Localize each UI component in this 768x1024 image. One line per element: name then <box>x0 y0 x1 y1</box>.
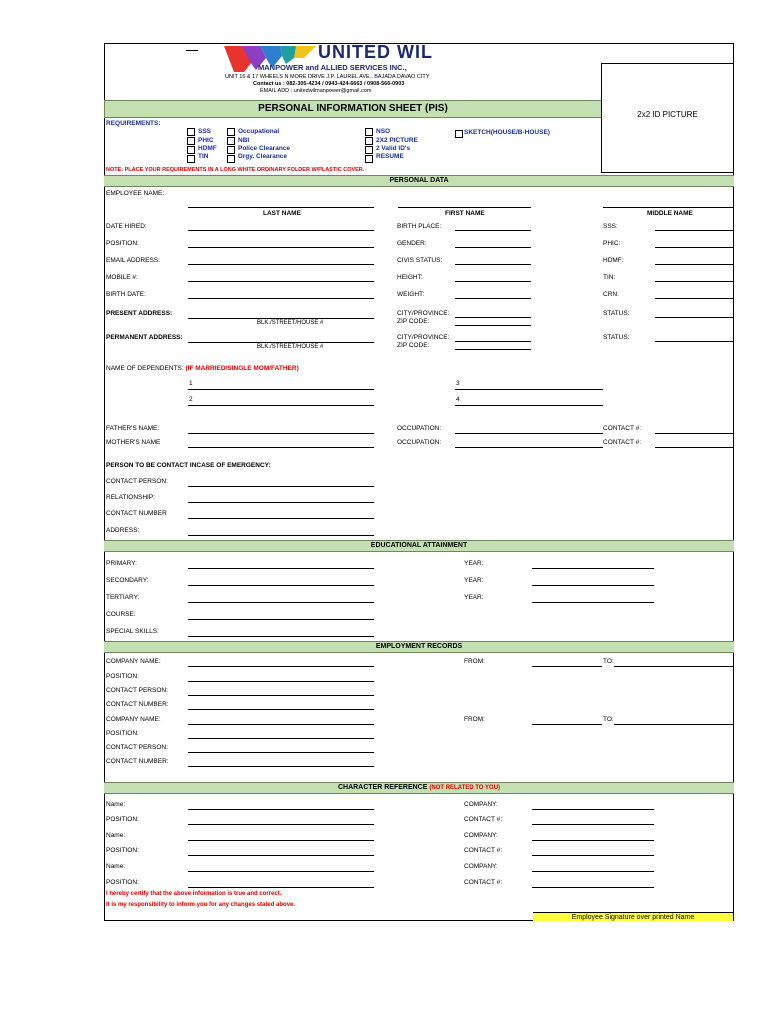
emp1-contact-person-field[interactable] <box>188 695 374 696</box>
ref3-position-label: POSITION: <box>106 879 139 886</box>
emp2-position-label: POSITION: <box>106 730 139 737</box>
dependent-4-field[interactable] <box>455 405 603 406</box>
primary-year-label: YEAR: <box>464 560 484 567</box>
crn-label: CRN: <box>603 291 619 298</box>
ref1-company-field[interactable] <box>532 809 654 810</box>
emp2-contact-number-field[interactable] <box>188 766 374 767</box>
sss-field[interactable] <box>655 230 734 231</box>
crn-field[interactable] <box>655 298 734 299</box>
emp2-contact-person-field[interactable] <box>188 752 374 753</box>
present-city-field[interactable] <box>455 317 531 318</box>
special-skills-field[interactable] <box>188 636 374 637</box>
last-name-label: LAST NAME <box>263 210 301 217</box>
ref3-company-label: COMPANY: <box>464 863 498 870</box>
mobile-label: MOBILE #: <box>106 274 138 281</box>
course-field[interactable] <box>188 619 374 620</box>
ref2-position-label: POSITION: <box>106 847 139 854</box>
emp1-position-field[interactable] <box>188 681 374 682</box>
birth-place-field[interactable] <box>455 230 531 231</box>
dependent-num-3: 3 <box>456 380 460 387</box>
dependent-num-2: 2 <box>189 396 193 403</box>
employee-name-label: EMPLOYEE NAME: <box>106 190 165 197</box>
emp2-to-label: TO: <box>603 716 614 723</box>
ref3-position-field[interactable] <box>188 887 374 888</box>
emp1-company-label: COMPANY NAME: <box>106 658 161 665</box>
middle-name-field[interactable] <box>603 207 734 208</box>
req-nso: NSO <box>376 128 391 135</box>
requirements-label: REQUIREMENTS: <box>106 120 161 127</box>
emp1-to-label: TO: <box>603 658 614 665</box>
position-field[interactable] <box>188 247 374 248</box>
character-reference-title: CHARACTER REFERENCE <box>337 784 428 791</box>
emp2-company-label: COMPANY NAME: <box>106 716 161 723</box>
req-nbi: NBI <box>238 137 250 144</box>
secondary-field[interactable] <box>188 585 374 586</box>
emp2-from-label: FROM: <box>464 716 485 723</box>
father-occupation-field[interactable] <box>455 433 603 434</box>
birth-date-label: BIRTH DATE: <box>106 291 146 298</box>
mother-occupation-field[interactable] <box>455 447 603 448</box>
course-label: COURSE: <box>106 611 136 618</box>
primary-year-field[interactable] <box>532 568 654 569</box>
tertiary-year-label: YEAR: <box>464 594 484 601</box>
req-sss: SSS <box>198 128 212 135</box>
email-label: EMAIL ADDRESS: <box>106 257 160 264</box>
emp1-position-label: POSITION: <box>106 673 139 680</box>
emp2-company-field[interactable] <box>188 724 374 725</box>
company-name: UNITED WIL <box>318 42 433 62</box>
permanent-zip-field[interactable] <box>455 349 531 350</box>
emp1-contact-number-field[interactable] <box>188 709 374 710</box>
tertiary-year-field[interactable] <box>532 602 654 603</box>
emergency-contact-person-field[interactable] <box>188 486 374 487</box>
ref2-company-label: COMPANY: <box>464 832 498 839</box>
emp1-from-field[interactable] <box>532 666 602 667</box>
mothers-name-label: MOTHER'S NAME <box>106 439 161 446</box>
tin-field[interactable] <box>655 281 734 282</box>
sss-label: SSS: <box>603 223 618 230</box>
ref2-name-label: Name: <box>106 832 126 839</box>
checkbox-2x2[interactable] <box>365 137 373 145</box>
tin-label: TIN: <box>603 274 616 281</box>
emergency-address-label: ADDRESS: <box>106 527 140 534</box>
checkbox-police[interactable] <box>227 146 235 154</box>
birth-place-label: BIRTH PLACE: <box>397 223 442 230</box>
phic-label: PHIC: <box>603 240 621 247</box>
present-zip-label: ZIP CODE: <box>397 318 430 325</box>
emp2-to-field[interactable] <box>614 724 734 725</box>
present-blk-label: BLK./STREET/HOUSE # <box>257 320 324 326</box>
dependent-num-1: 1 <box>189 380 193 387</box>
last-name-field[interactable] <box>188 207 374 208</box>
position-label: POSITION: <box>106 240 139 247</box>
present-address-label: PRESENT ADDRESS: <box>106 310 173 317</box>
emergency-contact-number-field[interactable] <box>188 518 374 519</box>
ref2-contact-label: CONTACT #: <box>464 847 503 854</box>
secondary-label: SECONDARY: <box>106 577 149 584</box>
emp1-to-field[interactable] <box>614 666 734 667</box>
checkbox-brgy[interactable] <box>227 155 235 163</box>
ref2-name-field[interactable] <box>188 840 374 841</box>
height-field[interactable] <box>455 281 531 282</box>
checkbox-hdmf[interactable] <box>187 146 195 154</box>
emergency-label: PERSON TO BE CONTACT INCASE OF EMERGENCY: <box>106 462 271 469</box>
checkbox-sketch[interactable] <box>455 130 463 138</box>
dependent-num-4: 4 <box>456 396 460 403</box>
ref2-contact-field[interactable] <box>532 855 654 856</box>
present-status-field[interactable] <box>655 317 734 318</box>
hdmf-label: HDMF: <box>603 257 624 264</box>
gender-label: GENDER: <box>397 240 427 247</box>
section-education: EDUCATIONAL ATTAINMENT <box>104 540 734 552</box>
ref1-name-field[interactable] <box>188 809 374 810</box>
relationship-field[interactable] <box>188 502 374 503</box>
date-hired-field[interactable] <box>188 230 374 231</box>
section-personal-data: PERSONAL DATA <box>104 175 734 187</box>
section-employment: EMPLOYMENT RECORDS <box>104 641 734 653</box>
permanent-status-label: STATUS: <box>603 334 630 341</box>
present-city-label: CITY/PROVINCE: <box>397 310 450 317</box>
permanent-status-field[interactable] <box>655 341 734 342</box>
fathers-name-field[interactable] <box>188 433 374 434</box>
ref1-contact-label: CONTACT #: <box>464 816 503 823</box>
hdmf-field[interactable] <box>655 264 734 265</box>
phic-field[interactable] <box>655 247 734 248</box>
ref3-name-label: Name: <box>106 863 126 870</box>
emp1-contact-number-label: CONTACT NUMBER: <box>106 701 169 708</box>
emp2-position-field[interactable] <box>188 738 374 739</box>
requirements-note: NOTE: PLACE YOUR REQUIREMENTS IN A LONG WHITE ORDINARY FOLDER W/PLASTIC COVER. <box>106 167 365 173</box>
company-subtitle: MANPOWER and ALLIED SERVICES INC., <box>258 63 407 72</box>
ref1-position-label: POSITION: <box>106 816 139 823</box>
checkbox-tin[interactable] <box>187 155 195 163</box>
checkbox-resume[interactable] <box>365 155 373 163</box>
checkbox-occupational[interactable] <box>227 128 235 136</box>
mother-occupation-label: OCCUPATION: <box>397 439 442 446</box>
emp1-from-label: FROM: <box>464 658 485 665</box>
emp1-contact-person-label: CONTACT PERSON: <box>106 687 168 694</box>
checkbox-valid-ids[interactable] <box>365 146 373 154</box>
req-tin: TIN <box>198 153 209 160</box>
emp2-from-field[interactable] <box>532 724 602 725</box>
email-field[interactable] <box>188 264 374 265</box>
emp1-company-field[interactable] <box>188 666 374 667</box>
primary-label: PRIMARY: <box>106 560 137 567</box>
company-address: UNIT 16 & 17 WHEELS N MORE DRIVE J.P. LAUREL AVE., BAJADA DAVAO CITY <box>225 74 430 80</box>
middle-name-label: MIDDLE NAME <box>647 210 693 217</box>
emp2-contact-number-label: CONTACT NUMBER: <box>106 758 169 765</box>
ref3-contact-label: CONTACT #: <box>464 879 503 886</box>
ref3-company-field[interactable] <box>532 871 654 872</box>
req-phic: PHIC <box>198 137 214 144</box>
fathers-name-label: FATHER'S NAME: <box>106 425 160 432</box>
primary-field[interactable] <box>188 568 374 569</box>
dependents-label-text: NAME OF DEPENDENTS: <box>106 365 184 372</box>
permanent-city-field[interactable] <box>455 341 531 342</box>
dependent-3-field[interactable] <box>455 389 603 390</box>
certify-line-2: It is my responsibility to inform you for any changes stated above. <box>106 902 296 908</box>
emergency-contact-number-label: CONTACT NUMBER <box>106 510 167 517</box>
header-tick <box>186 50 198 51</box>
company-contact: Contact us : 082-305-4234 / 0943-424-6663 / 0908-566-0903 <box>253 81 405 87</box>
emp2-contact-person-label: CONTACT PERSON: <box>106 744 168 751</box>
father-occupation-label: OCCUPATION: <box>397 425 442 432</box>
emergency-address-field[interactable] <box>188 535 374 536</box>
req-valid-ids: 2 Valid ID's <box>376 145 411 152</box>
company-email: EMAIL ADD : unitedwilmanpower@gmail.com <box>260 88 372 94</box>
ref1-name-label: Name: <box>106 801 126 808</box>
relationship-label: RELATIONSHIP: <box>106 494 156 501</box>
req-occupational: Occupational <box>238 128 280 135</box>
height-label: HEIGHT: <box>397 274 423 281</box>
first-name-field[interactable] <box>398 207 531 208</box>
tertiary-field[interactable] <box>188 602 374 603</box>
section-character-reference <box>104 782 734 794</box>
father-contact-field[interactable] <box>655 433 734 434</box>
req-police: Police Clearance <box>238 145 291 152</box>
permanent-city-label: CITY/PROVINCE: <box>397 334 450 341</box>
birth-date-field[interactable] <box>188 298 374 299</box>
date-hired-label: DATE HIRED: <box>106 223 147 230</box>
emergency-contact-person-label: CONTACT PERSON: <box>106 478 168 485</box>
present-status-label: STATUS: <box>603 310 630 317</box>
weight-label: WEIGHT: <box>397 291 425 298</box>
civil-status-label: CIVIS STATUS: <box>397 257 443 264</box>
mobile-field[interactable] <box>188 281 374 282</box>
req-2x2: 2X2 PICTURE <box>376 137 418 144</box>
tertiary-label: TERTIARY: <box>106 594 140 601</box>
dependents-label <box>106 365 299 373</box>
checkbox-nbi[interactable] <box>227 137 235 145</box>
employee-signature-field[interactable]: Employee Signature over printed Name <box>533 912 733 921</box>
req-brgy: Drgy. Clearance <box>238 153 288 160</box>
ref1-contact-field[interactable] <box>532 824 654 825</box>
certify-line-1: I hereby certify that the above information is true and correct. <box>106 891 282 897</box>
secondary-year-label: YEAR: <box>464 577 484 584</box>
page-title: PERSONAL INFORMATION SHEET (PIS) <box>104 100 602 118</box>
secondary-year-field[interactable] <box>532 585 654 586</box>
gender-field[interactable] <box>455 247 531 248</box>
id-picture-label: 2x2 ID PICTURE <box>637 110 698 119</box>
permanent-blk-label: BLK./STREET/HOUSE # <box>257 344 324 350</box>
character-reference-note: (NOT RELATED TO YOU) <box>429 785 501 791</box>
ref3-contact-field[interactable] <box>532 887 654 888</box>
ref1-company-label: COMPANY: <box>464 801 498 808</box>
checkbox-phic[interactable] <box>187 137 195 145</box>
dependents-note: (IF MARRIED/SINGLE MOM/FATHER) <box>185 365 299 372</box>
weight-field[interactable] <box>455 298 531 299</box>
id-picture-box[interactable] <box>601 63 734 173</box>
req-hdmf: HDMF <box>198 145 217 152</box>
ref2-company-field[interactable] <box>532 840 654 841</box>
ref1-position-field[interactable] <box>188 824 374 825</box>
req-sketch: SKETCH(HOUSE/B-HOUSE) <box>464 129 550 136</box>
dependent-1-field[interactable] <box>188 389 374 390</box>
father-contact-label: CONTACT #: <box>603 425 642 432</box>
present-zip-field[interactable] <box>455 325 531 326</box>
permanent-address-label: PERMANENT ADDRESS: <box>106 334 183 341</box>
mothers-name-field[interactable] <box>188 447 374 448</box>
req-resume: RESUME <box>376 153 404 160</box>
checkbox-nso[interactable] <box>365 128 373 136</box>
first-name-label: FIRST NAME <box>445 210 485 217</box>
checkbox-sss[interactable] <box>187 128 195 136</box>
special-skills-label: SPECIAL SKILLS: <box>106 628 159 635</box>
ref2-position-field[interactable] <box>188 855 374 856</box>
mother-contact-field[interactable] <box>655 447 734 448</box>
mother-contact-label: CONTACT #: <box>603 439 642 446</box>
civil-status-field[interactable] <box>455 264 531 265</box>
permanent-zip-label: ZIP CODE: <box>397 342 430 349</box>
ref3-name-field[interactable] <box>188 871 374 872</box>
dependent-2-field[interactable] <box>188 405 374 406</box>
